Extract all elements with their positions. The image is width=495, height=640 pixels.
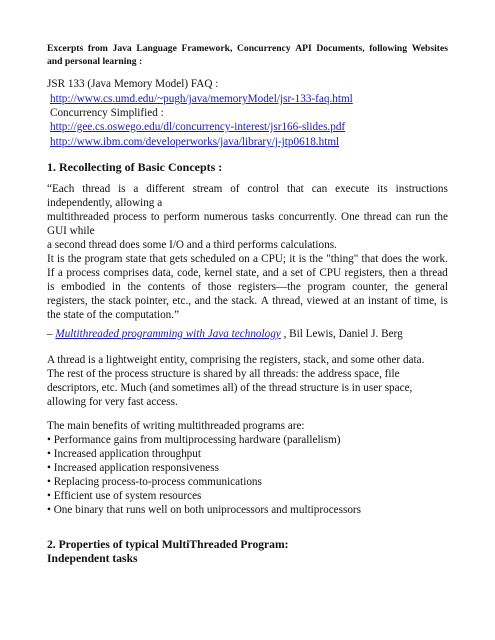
ibm-article-link[interactable]: http://www.ibm.com/developerworks/java/library/j-jtp0618.html: [50, 136, 340, 148]
quote-line-2: independently, allowing a: [47, 197, 163, 209]
citation-dash: –: [47, 328, 56, 340]
intro-line-2: and personal learning :: [47, 56, 143, 67]
quote-line-7: If a process comprises data, code, kernel state, and a set of CPU registers, then a thread: [47, 267, 448, 279]
quote-line-3: multithreaded process to perform numerous tasks concurrently. One thread can run the: [47, 211, 448, 223]
para-line-3: descriptors, etc. Much (and sometimes all) of the thread structure is in user space,: [47, 382, 413, 394]
section-2-heading: 2. Properties of typical MultiThreaded Program:: [47, 538, 289, 551]
list-item: • One binary that runs well on both uniprocessors and multiprocessors: [47, 504, 362, 516]
section-2-subheading: Independent tasks: [47, 552, 138, 565]
concurrency-title: Concurrency Simplified :: [50, 107, 164, 119]
para-line-4: allowing for very fast access.: [47, 396, 178, 408]
quote-line-8: is embodied in the contents of those registers—the program counter, the general: [47, 281, 448, 293]
quote-citation: [47, 328, 403, 340]
quote-line-1: “Each thread is a different stream of control that can execute its instructions: [47, 183, 448, 195]
quote-line-4: GUI while: [47, 225, 95, 237]
section-1-heading: 1. Recollecting of Basic Concepts :: [47, 160, 223, 174]
benefits-intro: The main benefits of writing multithreaded programs are:: [47, 420, 305, 432]
citation-title-link[interactable]: Multithreaded programming with Java technology: [55, 328, 281, 340]
list-item: • Efficient use of system resources: [47, 490, 202, 502]
quote-line-5: a second thread does some I/O and a third performs calculations.: [47, 239, 337, 251]
list-item: • Replacing process-to-process communications: [47, 476, 262, 488]
para-line-1: A thread is a lightweight entity, comprising the registers, stack, and some other data.: [47, 354, 425, 366]
quote-line-9: registers, the stack pointer, etc., and the stack. A thread, viewed at an instant of time, is: [47, 295, 448, 307]
jsr-faq-link[interactable]: http://www.cs.umd.edu/~pugh/java/memoryModel/jsr-133-faq.html: [50, 93, 353, 105]
para-line-2: The rest of the process structure is shared by all threads: the address space, file: [47, 368, 400, 380]
list-item: • Increased application responsiveness: [47, 462, 219, 474]
intro-line-1: Excerpts from Java Language Framework, Concurrency API Documents, following Websites: [47, 43, 448, 54]
jsr-faq-title: JSR 133 (Java Memory Model) FAQ :: [47, 78, 219, 90]
list-item: • Increased application throughput: [47, 448, 201, 460]
quote-line-10: the state of the computation.”: [47, 309, 180, 321]
list-item: • Performance gains from multiprocessing hardware (parallelism): [47, 434, 341, 446]
concurrency-slides-link[interactable]: http://gee.cs.oswego.edu/dl/concurrency-interest/jsr166-slides.pdf: [50, 121, 346, 133]
quote-line-6: It is the program state that gets scheduled on a CPU; it is the "thing" that does the work.: [47, 253, 448, 265]
citation-authors: , Bil Lewis, Daniel J. Berg: [280, 328, 403, 340]
